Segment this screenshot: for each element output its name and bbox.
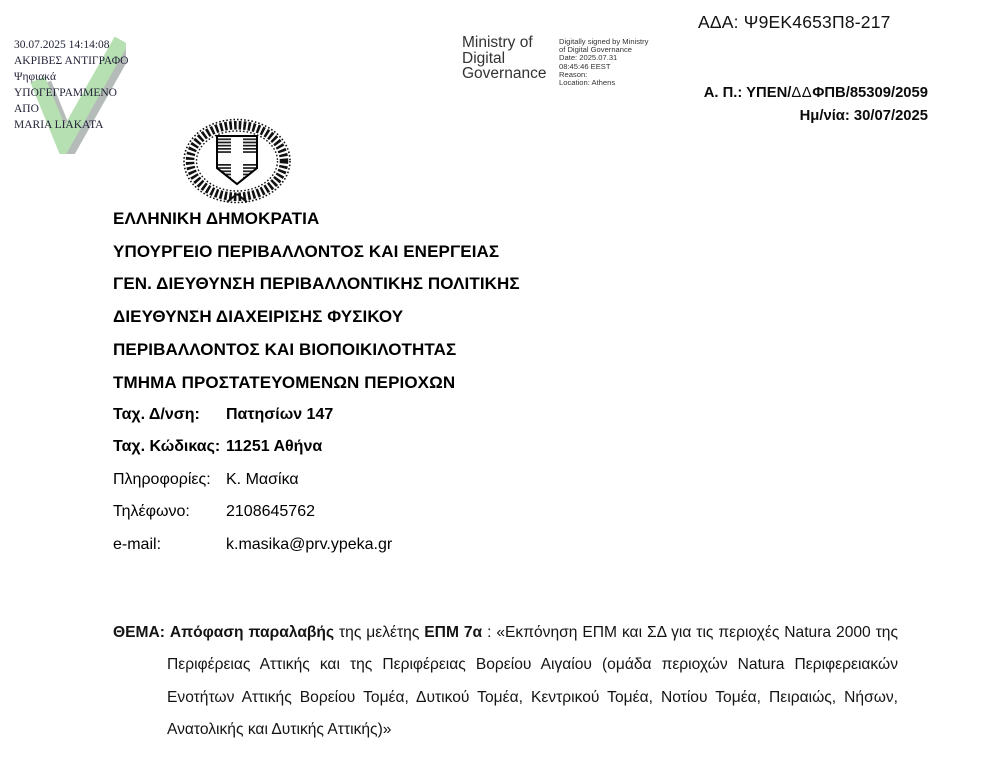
subject-segment: της μελέτης [334,624,425,641]
contact-row-address [113,399,392,431]
protocol-suffix: ΦΠΒ/85309/2059 [812,85,928,101]
contact-value: Πατησίων 147 [226,406,334,423]
stamp-line: ΑΠΟ [14,103,39,115]
stamp-line: Ψηφιακά [14,71,56,83]
letterhead-ministry: ΥΠΟΥΡΓΕΙΟ ΠΕΡΙΒΑΛΛΟΝΤΟΣ ΚΑΙ ΕΝΕΡΓΕΙΑΣ [113,241,500,261]
digital-signature-block [462,35,654,87]
signature-detail-line: 08:45:46 EEST [559,61,611,71]
subject-segment: Απόφαση παραλαβής [169,624,335,641]
contact-label: Ταχ. Δ/νση: [113,406,200,423]
letterhead-republic: ΕΛΛΗΝΙΚΗ ΔΗΜΟΚΡΑΤΙΑ [113,209,320,228]
contact-value: Κ. Μασίκα [226,470,299,488]
contact-row-email [113,529,392,561]
subject-segment: : «Εκπόνηση ΕΠΜ και ΣΔ για τις περιοχές Natura 2000 της Περιφέρειας Αττικής και της Περιφέρειας Βορείου Αιγαίου (ομάδα περιοχών Natura Περιφερειακών Ενοτήτων Αττικής Βορείου Τομέα, Δυτικού Τομέα, Κεντρικού Τομέα, Νοτίου Τομέα, Πειραιώς, Νήσων, Ανατολικής και Δυτικής Αττικής)» [167,624,898,739]
stamp-signer-name: MARIA LIAKATA [14,119,104,131]
subject-segment: ΕΠΜ 7α [424,624,483,641]
signature-name-line: Ministry of [462,34,533,51]
signature-authority-name [462,35,559,87]
protocol-number [704,82,928,105]
stamp-datetime: 30.07.2025 14:14:08 [14,39,110,51]
contact-label: Τηλέφωνο: [113,503,190,521]
letterhead-directorate-line2: ΠΕΡΙΒΑΛΛΟΝΤΟΣ ΚΑΙ ΒΙΟΠΟΙΚΙΛΟΤΗΤΑΣ [113,339,457,359]
protocol-prefix: Α. Π.: ΥΠΕΝ/ [703,85,792,101]
stamp-line: ΥΠΟΓΕΓΡΑΜΜΕΝΟ [14,87,117,99]
signature-detail-line: Reason: [559,69,588,79]
letterhead-department: ΤΜΗΜΑ ΠΡΟΣΤΑΤΕΥΟΜΕΝΩΝ ΠΕΡΙΟΧΩΝ [113,372,456,392]
signature-detail-line: Digitally signed by Ministry [559,37,649,46]
subject-paragraph [113,617,898,747]
verification-stamp [8,28,178,168]
stamp-line: ΑΚΡΙΒΕΣ ΑΝΤΙΓΡΑΦΟ [14,55,129,67]
signature-details [559,35,654,87]
subject-label: ΘΕΜΑ: [113,624,165,641]
signature-name-line: Digital [462,49,506,67]
signature-detail-line: Date: 2025.07.31 [559,53,618,63]
contact-value: k.masika@prv.ypeka.gr [226,535,393,553]
contact-row-telephone [113,496,392,528]
protocol-date: Ημ/νία: 30/07/2025 [799,107,928,124]
contact-row-postal-code [113,431,392,463]
stamp-text [8,28,178,133]
signature-detail-line: of Digital Governance [559,45,633,55]
contact-details [113,399,392,561]
contact-row-information [113,464,392,496]
signature-detail-line: Location: Athens [559,78,616,88]
ada-code: ΑΔΑ: Ψ9ΕΚ4653Π8-217 [698,12,891,32]
contact-label: Πληροφορίες: [113,470,211,488]
contact-label: Ταχ. Κώδικας: [113,438,221,456]
letterhead-directorate-line1: ΔΙΕΥΘΥΝΣΗ ΔΙΑΧΕΙΡΙΣΗΣ ΦΥΣΙΚΟΥ [113,307,404,327]
protocol-delta: ΔΔ [791,85,813,101]
greek-coat-of-arms-icon [179,116,295,208]
signature-name-line: Governance [462,65,547,82]
contact-value: 2108645762 [226,503,315,521]
letterhead [113,203,520,399]
protocol-block [704,82,928,127]
contact-value: 11251 Αθήνα [226,438,323,456]
contact-label: e-mail: [113,535,162,553]
letterhead-general-directorate: ΓΕΝ. ΔΙΕΥΘΥΝΣΗ ΠΕΡΙΒΑΛΛΟΝΤΙΚΗΣ ΠΟΛΙΤΙΚΗΣ [113,274,520,294]
